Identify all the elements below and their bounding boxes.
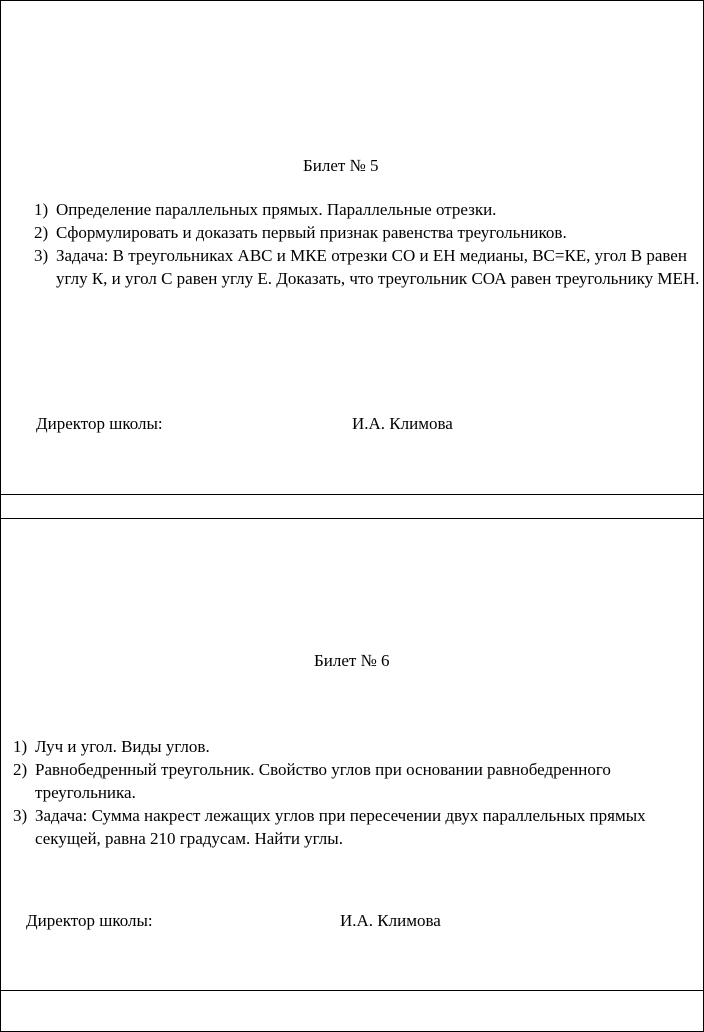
divider-line — [0, 990, 704, 991]
question-item — [34, 198, 700, 221]
question-item — [34, 244, 700, 290]
divider-line — [0, 518, 704, 519]
divider-line — [0, 494, 704, 495]
question-number: 3) — [34, 246, 49, 265]
signature-label: Директор школы: — [36, 414, 163, 433]
question-text: Луч и угол. Виды углов. — [35, 737, 210, 756]
signature-name: И.А. Климова — [340, 911, 441, 930]
question-number: 2) — [34, 223, 49, 242]
question-number: 3) — [13, 806, 28, 825]
question-text: Задача: Сумма накрест лежащих углов при пересечении двух параллельных прямых секущей, равна 210 градусам. Найти углы. — [35, 806, 646, 848]
ticket-title: Билет № 5 — [303, 156, 379, 175]
question-text: Сформулировать и доказать первый признак равенства треугольников. — [56, 223, 567, 242]
signature-name: И.А. Климова — [352, 414, 453, 433]
question-number: 2) — [13, 760, 28, 779]
question-item — [34, 221, 700, 244]
question-list — [34, 198, 700, 290]
question-number: 1) — [13, 737, 28, 756]
question-list — [13, 735, 693, 850]
question-item — [13, 804, 693, 850]
question-text: Задача: В треугольниках АВС и МКЕ отрезки СО и ЕН медианы, ВС=КЕ, угол В равен углу К, и угол С равен углу Е. Доказать, что треугольник СОА равен треугольнику МЕН. — [56, 246, 700, 288]
question-number: 1) — [34, 200, 49, 219]
question-item — [13, 735, 693, 758]
question-item — [13, 758, 693, 804]
question-text: Определение параллельных прямых. Параллельные отрезки. — [56, 200, 497, 219]
signature-label: Директор школы: — [26, 911, 153, 930]
question-text: Равнобедренный треугольник. Свойство углов при основании равнобедренного треугольника. — [35, 760, 611, 802]
ticket-title: Билет № 6 — [314, 651, 390, 670]
